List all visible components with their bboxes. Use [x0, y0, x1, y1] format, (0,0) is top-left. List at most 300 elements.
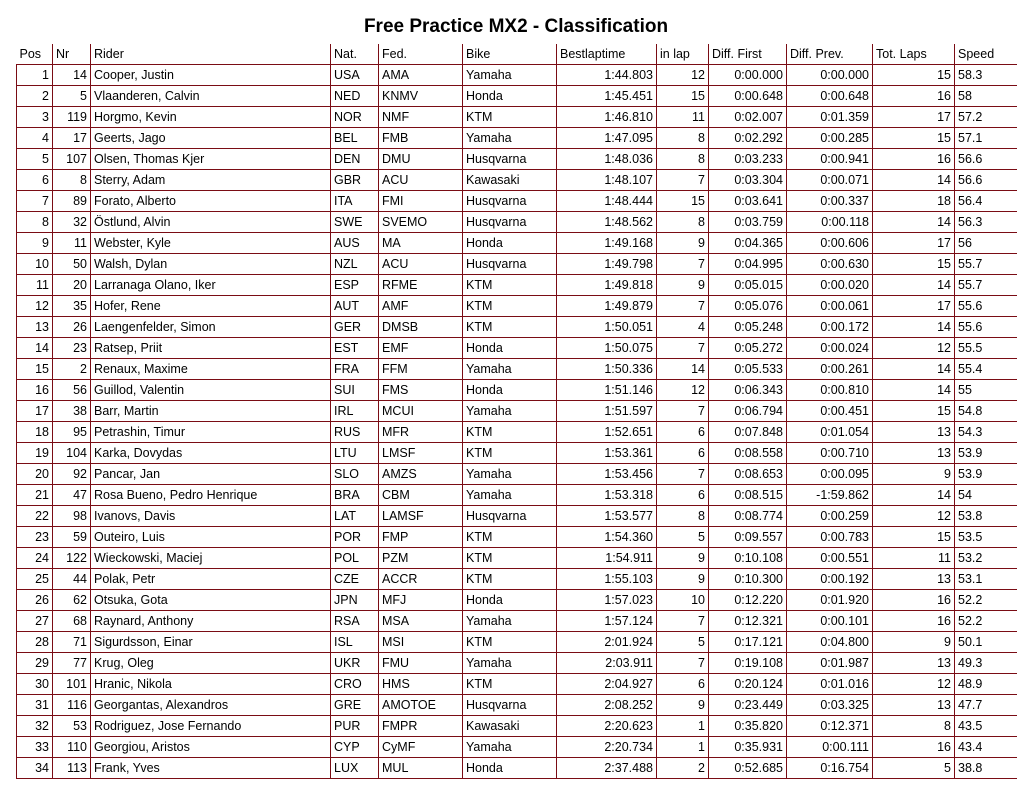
- cell-rider: Barr, Martin: [91, 401, 331, 422]
- cell-tot-laps: 13: [873, 569, 955, 590]
- cell-diff-first: 0:04.365: [709, 233, 787, 254]
- cell-in-lap: 7: [657, 653, 709, 674]
- cell-rider: Outeiro, Luis: [91, 527, 331, 548]
- cell-pos: 20: [17, 464, 53, 485]
- cell-rider: Horgmo, Kevin: [91, 107, 331, 128]
- cell-pos: 1: [17, 65, 53, 86]
- cell-in-lap: 7: [657, 401, 709, 422]
- cell-diff-prev: 0:00.061: [787, 296, 873, 317]
- col-header-pos: Pos: [17, 44, 53, 65]
- cell-rider: Larranaga Olano, Iker: [91, 275, 331, 296]
- cell-diff-prev: 0:00.451: [787, 401, 873, 422]
- cell-bike: Husqvarna: [463, 695, 557, 716]
- cell-in-lap: 8: [657, 128, 709, 149]
- cell-in-lap: 2: [657, 758, 709, 779]
- cell-speed: 54.3: [955, 422, 1017, 443]
- cell-fed: HMS: [379, 674, 463, 695]
- cell-speed: 56.4: [955, 191, 1017, 212]
- cell-nat: CZE: [331, 569, 379, 590]
- cell-in-lap: 15: [657, 191, 709, 212]
- cell-nr: 68: [53, 611, 91, 632]
- cell-diff-prev: 0:01.016: [787, 674, 873, 695]
- cell-bestlaptime: 1:46.810: [557, 107, 657, 128]
- cell-pos: 25: [17, 569, 53, 590]
- cell-bestlaptime: 2:01.924: [557, 632, 657, 653]
- cell-speed: 57.2: [955, 107, 1017, 128]
- cell-diff-prev: 0:00.337: [787, 191, 873, 212]
- cell-tot-laps: 17: [873, 107, 955, 128]
- cell-fed: FMS: [379, 380, 463, 401]
- cell-nr: 110: [53, 737, 91, 758]
- cell-pos: 33: [17, 737, 53, 758]
- cell-nr: 89: [53, 191, 91, 212]
- cell-diff-first: 0:03.304: [709, 170, 787, 191]
- cell-bike: Yamaha: [463, 65, 557, 86]
- cell-speed: 48.9: [955, 674, 1017, 695]
- cell-in-lap: 8: [657, 149, 709, 170]
- cell-pos: 12: [17, 296, 53, 317]
- col-header-in-lap: in lap: [657, 44, 709, 65]
- cell-nr: 5: [53, 86, 91, 107]
- cell-speed: 50.1: [955, 632, 1017, 653]
- cell-fed: AMZS: [379, 464, 463, 485]
- cell-nr: 11: [53, 233, 91, 254]
- cell-tot-laps: 14: [873, 359, 955, 380]
- cell-bestlaptime: 2:04.927: [557, 674, 657, 695]
- cell-tot-laps: 9: [873, 464, 955, 485]
- cell-diff-first: 0:10.300: [709, 569, 787, 590]
- classification-table: [16, 44, 1017, 779]
- cell-diff-prev: 0:00.000: [787, 65, 873, 86]
- cell-bestlaptime: 1:50.051: [557, 317, 657, 338]
- cell-nr: 2: [53, 359, 91, 380]
- cell-nr: 47: [53, 485, 91, 506]
- cell-fed: KNMV: [379, 86, 463, 107]
- cell-pos: 4: [17, 128, 53, 149]
- cell-bike: KTM: [463, 107, 557, 128]
- cell-fed: NMF: [379, 107, 463, 128]
- cell-speed: 49.3: [955, 653, 1017, 674]
- cell-nr: 95: [53, 422, 91, 443]
- cell-rider: Rodriguez, Jose Fernando: [91, 716, 331, 737]
- cell-speed: 53.1: [955, 569, 1017, 590]
- table-row: [17, 422, 1017, 443]
- col-header-bestlaptime: Bestlaptime: [557, 44, 657, 65]
- cell-rider: Webster, Kyle: [91, 233, 331, 254]
- table-row: [17, 527, 1017, 548]
- cell-bestlaptime: 1:49.879: [557, 296, 657, 317]
- cell-nat: USA: [331, 65, 379, 86]
- table-row: [17, 275, 1017, 296]
- cell-bike: KTM: [463, 632, 557, 653]
- cell-in-lap: 9: [657, 275, 709, 296]
- cell-bike: KTM: [463, 569, 557, 590]
- cell-in-lap: 7: [657, 170, 709, 191]
- cell-nr: 119: [53, 107, 91, 128]
- cell-nat: ITA: [331, 191, 379, 212]
- cell-diff-prev: 0:00.783: [787, 527, 873, 548]
- cell-bestlaptime: 1:44.803: [557, 65, 657, 86]
- cell-nat: NOR: [331, 107, 379, 128]
- cell-tot-laps: 17: [873, 233, 955, 254]
- cell-bestlaptime: 1:54.911: [557, 548, 657, 569]
- cell-in-lap: 6: [657, 485, 709, 506]
- cell-rider: Guillod, Valentin: [91, 380, 331, 401]
- table-row: [17, 695, 1017, 716]
- cell-nat: CRO: [331, 674, 379, 695]
- cell-tot-laps: 14: [873, 485, 955, 506]
- cell-in-lap: 12: [657, 65, 709, 86]
- cell-nat: NZL: [331, 254, 379, 275]
- cell-rider: Frank, Yves: [91, 758, 331, 779]
- cell-speed: 55: [955, 380, 1017, 401]
- cell-tot-laps: 5: [873, 758, 955, 779]
- cell-diff-first: 0:00.000: [709, 65, 787, 86]
- cell-nat: GER: [331, 317, 379, 338]
- cell-diff-prev: 0:00.648: [787, 86, 873, 107]
- cell-nr: 14: [53, 65, 91, 86]
- cell-bike: Yamaha: [463, 359, 557, 380]
- cell-in-lap: 11: [657, 107, 709, 128]
- cell-speed: 56.6: [955, 149, 1017, 170]
- cell-nr: 56: [53, 380, 91, 401]
- cell-bike: Husqvarna: [463, 149, 557, 170]
- col-header-rider: Rider: [91, 44, 331, 65]
- cell-diff-prev: 0:12.371: [787, 716, 873, 737]
- cell-diff-first: 0:03.641: [709, 191, 787, 212]
- table-row: [17, 107, 1017, 128]
- table-row: [17, 548, 1017, 569]
- cell-speed: 54: [955, 485, 1017, 506]
- cell-fed: SVEMO: [379, 212, 463, 233]
- cell-bestlaptime: 1:48.107: [557, 170, 657, 191]
- cell-fed: MA: [379, 233, 463, 254]
- cell-nr: 20: [53, 275, 91, 296]
- cell-in-lap: 6: [657, 443, 709, 464]
- cell-tot-laps: 13: [873, 695, 955, 716]
- cell-diff-prev: 0:16.754: [787, 758, 873, 779]
- cell-nat: POR: [331, 527, 379, 548]
- cell-speed: 55.4: [955, 359, 1017, 380]
- cell-nat: POL: [331, 548, 379, 569]
- cell-diff-first: 0:00.648: [709, 86, 787, 107]
- cell-pos: 16: [17, 380, 53, 401]
- cell-nat: ISL: [331, 632, 379, 653]
- cell-tot-laps: 15: [873, 128, 955, 149]
- cell-tot-laps: 13: [873, 422, 955, 443]
- cell-bike: Husqvarna: [463, 191, 557, 212]
- cell-rider: Laengenfelder, Simon: [91, 317, 331, 338]
- cell-in-lap: 7: [657, 296, 709, 317]
- table-row: [17, 716, 1017, 737]
- cell-diff-first: 0:17.121: [709, 632, 787, 653]
- cell-pos: 21: [17, 485, 53, 506]
- cell-diff-prev: 0:00.071: [787, 170, 873, 191]
- cell-fed: MFJ: [379, 590, 463, 611]
- table-row: [17, 632, 1017, 653]
- cell-rider: Polak, Petr: [91, 569, 331, 590]
- cell-nat: SWE: [331, 212, 379, 233]
- cell-nat: UKR: [331, 653, 379, 674]
- table-row: [17, 170, 1017, 191]
- results-body: [17, 65, 1017, 779]
- cell-rider: Georgiou, Aristos: [91, 737, 331, 758]
- cell-fed: CBM: [379, 485, 463, 506]
- cell-speed: 52.2: [955, 590, 1017, 611]
- cell-rider: Forato, Alberto: [91, 191, 331, 212]
- table-row: [17, 569, 1017, 590]
- cell-diff-first: 0:35.931: [709, 737, 787, 758]
- table-row: [17, 590, 1017, 611]
- cell-bestlaptime: 1:49.798: [557, 254, 657, 275]
- cell-nat: LUX: [331, 758, 379, 779]
- cell-in-lap: 1: [657, 737, 709, 758]
- cell-pos: 9: [17, 233, 53, 254]
- cell-fed: DMU: [379, 149, 463, 170]
- cell-diff-first: 0:19.108: [709, 653, 787, 674]
- cell-pos: 23: [17, 527, 53, 548]
- cell-nr: 8: [53, 170, 91, 191]
- cell-bike: Yamaha: [463, 485, 557, 506]
- cell-pos: 3: [17, 107, 53, 128]
- cell-nr: 92: [53, 464, 91, 485]
- cell-in-lap: 10: [657, 590, 709, 611]
- cell-diff-first: 0:08.774: [709, 506, 787, 527]
- cell-nat: LTU: [331, 443, 379, 464]
- cell-diff-first: 0:52.685: [709, 758, 787, 779]
- cell-nat: AUT: [331, 296, 379, 317]
- cell-in-lap: 9: [657, 569, 709, 590]
- cell-bestlaptime: 1:54.360: [557, 527, 657, 548]
- cell-pos: 18: [17, 422, 53, 443]
- table-row: [17, 674, 1017, 695]
- cell-speed: 53.9: [955, 464, 1017, 485]
- cell-rider: Östlund, Alvin: [91, 212, 331, 233]
- cell-bike: Kawasaki: [463, 170, 557, 191]
- cell-pos: 24: [17, 548, 53, 569]
- cell-fed: RFME: [379, 275, 463, 296]
- cell-diff-prev: 0:00.941: [787, 149, 873, 170]
- cell-rider: Rosa Bueno, Pedro Henrique: [91, 485, 331, 506]
- cell-diff-prev: 0:00.710: [787, 443, 873, 464]
- table-row: [17, 758, 1017, 779]
- cell-nr: 50: [53, 254, 91, 275]
- cell-nat: AUS: [331, 233, 379, 254]
- cell-bike: KTM: [463, 527, 557, 548]
- cell-fed: PZM: [379, 548, 463, 569]
- cell-diff-prev: 0:03.325: [787, 695, 873, 716]
- cell-diff-prev: 0:00.810: [787, 380, 873, 401]
- cell-pos: 31: [17, 695, 53, 716]
- cell-tot-laps: 14: [873, 170, 955, 191]
- table-row: [17, 254, 1017, 275]
- cell-nr: 98: [53, 506, 91, 527]
- cell-fed: FMI: [379, 191, 463, 212]
- table-row: [17, 737, 1017, 758]
- cell-rider: Ratsep, Priit: [91, 338, 331, 359]
- cell-in-lap: 9: [657, 233, 709, 254]
- cell-diff-first: 0:10.108: [709, 548, 787, 569]
- cell-speed: 53.9: [955, 443, 1017, 464]
- cell-tot-laps: 16: [873, 611, 955, 632]
- cell-bestlaptime: 1:57.124: [557, 611, 657, 632]
- table-row: [17, 359, 1017, 380]
- cell-diff-prev: 0:00.259: [787, 506, 873, 527]
- cell-diff-prev: 0:00.095: [787, 464, 873, 485]
- cell-nr: 77: [53, 653, 91, 674]
- cell-pos: 13: [17, 317, 53, 338]
- cell-diff-first: 0:05.272: [709, 338, 787, 359]
- cell-in-lap: 12: [657, 380, 709, 401]
- cell-diff-prev: 0:00.024: [787, 338, 873, 359]
- cell-in-lap: 4: [657, 317, 709, 338]
- cell-diff-prev: 0:01.987: [787, 653, 873, 674]
- cell-tot-laps: 15: [873, 65, 955, 86]
- cell-bike: KTM: [463, 674, 557, 695]
- cell-nat: LAT: [331, 506, 379, 527]
- cell-diff-prev: 0:00.172: [787, 317, 873, 338]
- cell-nat: GRE: [331, 695, 379, 716]
- cell-nat: CYP: [331, 737, 379, 758]
- cell-in-lap: 1: [657, 716, 709, 737]
- cell-in-lap: 8: [657, 212, 709, 233]
- cell-rider: Walsh, Dylan: [91, 254, 331, 275]
- cell-fed: FMU: [379, 653, 463, 674]
- cell-tot-laps: 11: [873, 548, 955, 569]
- header-row: [17, 44, 1017, 65]
- cell-diff-first: 0:02.007: [709, 107, 787, 128]
- cell-diff-first: 0:05.248: [709, 317, 787, 338]
- cell-rider: Ivanovs, Davis: [91, 506, 331, 527]
- cell-nr: 59: [53, 527, 91, 548]
- cell-fed: EMF: [379, 338, 463, 359]
- cell-bestlaptime: 1:53.577: [557, 506, 657, 527]
- cell-bestlaptime: 2:37.488: [557, 758, 657, 779]
- cell-pos: 8: [17, 212, 53, 233]
- table-row: [17, 212, 1017, 233]
- table-row: [17, 233, 1017, 254]
- cell-bestlaptime: 2:20.623: [557, 716, 657, 737]
- cell-bike: Honda: [463, 590, 557, 611]
- cell-fed: DMSB: [379, 317, 463, 338]
- cell-fed: AMOTOE: [379, 695, 463, 716]
- cell-pos: 27: [17, 611, 53, 632]
- cell-diff-first: 0:06.794: [709, 401, 787, 422]
- cell-fed: MFR: [379, 422, 463, 443]
- cell-nr: 23: [53, 338, 91, 359]
- cell-bestlaptime: 1:51.597: [557, 401, 657, 422]
- cell-nat: JPN: [331, 590, 379, 611]
- cell-tot-laps: 16: [873, 149, 955, 170]
- cell-bestlaptime: 1:50.336: [557, 359, 657, 380]
- cell-bestlaptime: 2:08.252: [557, 695, 657, 716]
- cell-bestlaptime: 1:53.318: [557, 485, 657, 506]
- cell-nr: 104: [53, 443, 91, 464]
- cell-bike: KTM: [463, 443, 557, 464]
- cell-rider: Otsuka, Gota: [91, 590, 331, 611]
- cell-diff-prev: 0:00.261: [787, 359, 873, 380]
- cell-bestlaptime: 1:53.456: [557, 464, 657, 485]
- cell-in-lap: 9: [657, 695, 709, 716]
- cell-rider: Sigurdsson, Einar: [91, 632, 331, 653]
- cell-rider: Karka, Dovydas: [91, 443, 331, 464]
- cell-diff-first: 0:04.995: [709, 254, 787, 275]
- cell-diff-prev: 0:00.111: [787, 737, 873, 758]
- cell-in-lap: 5: [657, 632, 709, 653]
- cell-nr: 35: [53, 296, 91, 317]
- cell-rider: Raynard, Anthony: [91, 611, 331, 632]
- table-row: [17, 128, 1017, 149]
- cell-nat: RSA: [331, 611, 379, 632]
- cell-speed: 56.6: [955, 170, 1017, 191]
- cell-in-lap: 8: [657, 506, 709, 527]
- col-header-nr: Nr: [53, 44, 91, 65]
- cell-tot-laps: 15: [873, 401, 955, 422]
- cell-pos: 5: [17, 149, 53, 170]
- table-row: [17, 506, 1017, 527]
- cell-pos: 34: [17, 758, 53, 779]
- cell-nr: 32: [53, 212, 91, 233]
- cell-diff-first: 0:02.292: [709, 128, 787, 149]
- cell-fed: AMA: [379, 65, 463, 86]
- table-row: [17, 296, 1017, 317]
- cell-diff-first: 0:12.321: [709, 611, 787, 632]
- cell-nat: FRA: [331, 359, 379, 380]
- cell-in-lap: 9: [657, 548, 709, 569]
- cell-bike: Honda: [463, 380, 557, 401]
- cell-nat: SLO: [331, 464, 379, 485]
- cell-diff-first: 0:08.558: [709, 443, 787, 464]
- cell-diff-first: 0:09.557: [709, 527, 787, 548]
- cell-in-lap: 7: [657, 611, 709, 632]
- cell-bestlaptime: 1:49.818: [557, 275, 657, 296]
- cell-nat: BEL: [331, 128, 379, 149]
- cell-fed: LAMSF: [379, 506, 463, 527]
- cell-nr: 113: [53, 758, 91, 779]
- cell-rider: Wieckowski, Maciej: [91, 548, 331, 569]
- table-row: [17, 317, 1017, 338]
- cell-bike: Honda: [463, 233, 557, 254]
- cell-bike: Kawasaki: [463, 716, 557, 737]
- cell-tot-laps: 13: [873, 653, 955, 674]
- cell-diff-prev: 0:00.101: [787, 611, 873, 632]
- cell-bestlaptime: 1:48.562: [557, 212, 657, 233]
- cell-rider: Vlaanderen, Calvin: [91, 86, 331, 107]
- cell-pos: 14: [17, 338, 53, 359]
- cell-bike: Yamaha: [463, 464, 557, 485]
- cell-in-lap: 6: [657, 674, 709, 695]
- cell-fed: FMP: [379, 527, 463, 548]
- cell-tot-laps: 8: [873, 716, 955, 737]
- table-row: [17, 380, 1017, 401]
- cell-fed: ACU: [379, 254, 463, 275]
- col-header-tot-laps: Tot. Laps: [873, 44, 955, 65]
- cell-nr: 62: [53, 590, 91, 611]
- cell-diff-prev: 0:01.920: [787, 590, 873, 611]
- cell-tot-laps: 12: [873, 338, 955, 359]
- cell-bestlaptime: 2:03.911: [557, 653, 657, 674]
- cell-tot-laps: 16: [873, 737, 955, 758]
- cell-bestlaptime: 1:53.361: [557, 443, 657, 464]
- cell-fed: AMF: [379, 296, 463, 317]
- cell-pos: 15: [17, 359, 53, 380]
- cell-diff-first: 0:06.343: [709, 380, 787, 401]
- cell-fed: MSA: [379, 611, 463, 632]
- cell-bike: Husqvarna: [463, 212, 557, 233]
- cell-nat: SUI: [331, 380, 379, 401]
- cell-bike: Honda: [463, 758, 557, 779]
- cell-bike: Husqvarna: [463, 506, 557, 527]
